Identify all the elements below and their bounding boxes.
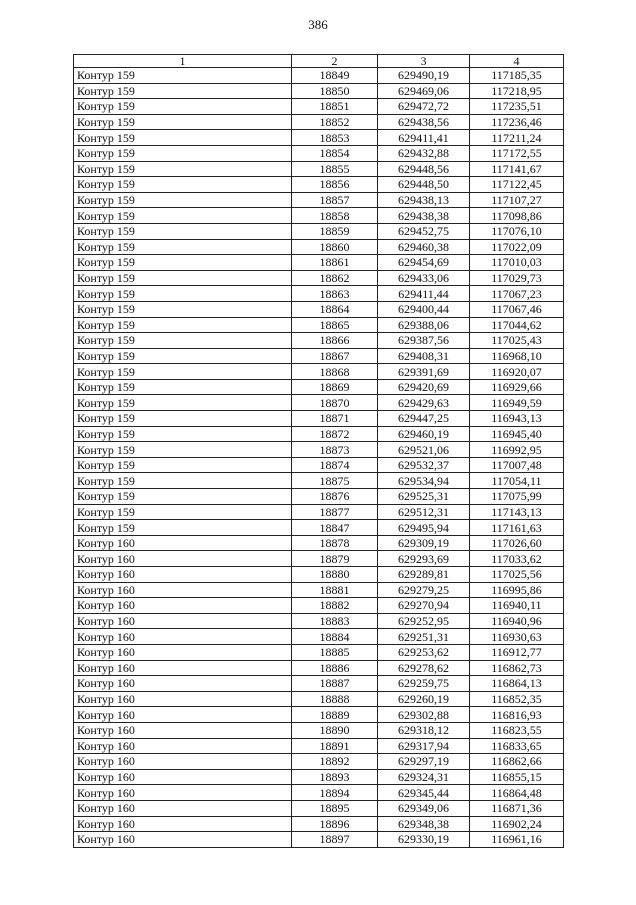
x-coordinate-cell: 629411,44 (378, 286, 470, 302)
point-number-cell: 18878 (292, 535, 378, 551)
y-coordinate-cell: 117025,56 (470, 567, 564, 583)
point-number-cell: 18897 (292, 832, 378, 848)
point-number-cell: 18850 (292, 83, 378, 99)
y-coordinate-cell: 116871,36 (470, 800, 564, 816)
x-coordinate-cell: 629512,31 (378, 504, 470, 520)
y-coordinate-cell: 116992,95 (470, 442, 564, 458)
point-number-cell: 18852 (292, 114, 378, 130)
y-coordinate-cell: 116949,59 (470, 395, 564, 411)
contour-name-cell: Контур 160 (74, 707, 292, 723)
table-row (74, 348, 564, 364)
x-coordinate-cell: 629400,44 (378, 301, 470, 317)
table-row (74, 177, 564, 193)
table-row (74, 364, 564, 380)
x-coordinate-cell: 629259,75 (378, 676, 470, 692)
contour-name-cell: Контур 159 (74, 255, 292, 271)
y-coordinate-cell: 117076,10 (470, 223, 564, 239)
x-coordinate-cell: 629448,56 (378, 161, 470, 177)
table-row (74, 317, 564, 333)
x-coordinate-cell: 629253,62 (378, 644, 470, 660)
y-coordinate-cell: 117054,11 (470, 473, 564, 489)
contour-name-cell: Контур 160 (74, 535, 292, 551)
point-number-cell: 18884 (292, 629, 378, 645)
contour-name-cell: Контур 159 (74, 223, 292, 239)
point-number-cell: 18880 (292, 567, 378, 583)
x-coordinate-cell: 629388,06 (378, 317, 470, 333)
point-number-cell: 18861 (292, 255, 378, 271)
y-coordinate-cell: 117172,55 (470, 145, 564, 161)
y-coordinate-cell: 117218,95 (470, 83, 564, 99)
y-coordinate-cell: 117211,24 (470, 130, 564, 146)
contour-name-cell: Контур 160 (74, 769, 292, 785)
table-row (74, 489, 564, 505)
point-number-cell: 18862 (292, 270, 378, 286)
contour-name-cell: Контур 160 (74, 598, 292, 614)
header-col-1: 1 (74, 55, 292, 68)
y-coordinate-cell: 116852,35 (470, 691, 564, 707)
contour-name-cell: Контур 160 (74, 832, 292, 848)
coordinates-table (73, 54, 564, 848)
y-coordinate-cell: 117026,60 (470, 535, 564, 551)
table-row (74, 800, 564, 816)
table-row (74, 567, 564, 583)
x-coordinate-cell: 629330,19 (378, 832, 470, 848)
header-row (74, 55, 564, 68)
y-coordinate-cell: 116912,77 (470, 644, 564, 660)
point-number-cell: 18870 (292, 395, 378, 411)
y-coordinate-cell: 117067,46 (470, 301, 564, 317)
x-coordinate-cell: 629408,31 (378, 348, 470, 364)
contour-name-cell: Контур 160 (74, 613, 292, 629)
x-coordinate-cell: 629252,95 (378, 613, 470, 629)
y-coordinate-cell: 116943,13 (470, 411, 564, 427)
y-coordinate-cell: 117107,27 (470, 192, 564, 208)
point-number-cell: 18874 (292, 457, 378, 473)
point-number-cell: 18885 (292, 644, 378, 660)
contour-name-cell: Контур 159 (74, 145, 292, 161)
header-col-3: 3 (378, 55, 470, 68)
y-coordinate-cell: 117010,03 (470, 255, 564, 271)
contour-name-cell: Контур 160 (74, 551, 292, 567)
x-coordinate-cell: 629495,94 (378, 520, 470, 536)
point-number-cell: 18886 (292, 660, 378, 676)
y-coordinate-cell: 116940,11 (470, 598, 564, 614)
table-row (74, 738, 564, 754)
x-coordinate-cell: 629309,19 (378, 535, 470, 551)
table-row (74, 161, 564, 177)
contour-name-cell: Контур 160 (74, 816, 292, 832)
table-row (74, 395, 564, 411)
x-coordinate-cell: 629278,62 (378, 660, 470, 676)
contour-name-cell: Контур 160 (74, 800, 292, 816)
table-row (74, 629, 564, 645)
point-number-cell: 18868 (292, 364, 378, 380)
table-row (74, 145, 564, 161)
contour-name-cell: Контур 159 (74, 99, 292, 115)
y-coordinate-cell: 117033,62 (470, 551, 564, 567)
x-coordinate-cell: 629289,81 (378, 567, 470, 583)
y-coordinate-cell: 116864,13 (470, 676, 564, 692)
table-row (74, 691, 564, 707)
header-col-4: 4 (470, 55, 564, 68)
table-row (74, 660, 564, 676)
point-number-cell: 18859 (292, 223, 378, 239)
point-number-cell: 18895 (292, 800, 378, 816)
y-coordinate-cell: 117029,73 (470, 270, 564, 286)
point-number-cell: 18888 (292, 691, 378, 707)
x-coordinate-cell: 629324,31 (378, 769, 470, 785)
point-number-cell: 18863 (292, 286, 378, 302)
table-row (74, 535, 564, 551)
table-row (74, 426, 564, 442)
contour-name-cell: Контур 159 (74, 239, 292, 255)
point-number-cell: 18877 (292, 504, 378, 520)
x-coordinate-cell: 629345,44 (378, 785, 470, 801)
contour-name-cell: Контур 160 (74, 629, 292, 645)
y-coordinate-cell: 117098,86 (470, 208, 564, 224)
x-coordinate-cell: 629438,56 (378, 114, 470, 130)
x-coordinate-cell: 629454,69 (378, 255, 470, 271)
point-number-cell: 18889 (292, 707, 378, 723)
x-coordinate-cell: 629318,12 (378, 722, 470, 738)
table-row (74, 707, 564, 723)
table-row (74, 613, 564, 629)
table-row (74, 239, 564, 255)
contour-name-cell: Контур 160 (74, 754, 292, 770)
y-coordinate-cell: 117067,23 (470, 286, 564, 302)
contour-name-cell: Контур 160 (74, 660, 292, 676)
table-row (74, 676, 564, 692)
x-coordinate-cell: 629391,69 (378, 364, 470, 380)
y-coordinate-cell: 116823,55 (470, 722, 564, 738)
table-row (74, 114, 564, 130)
table-row (74, 223, 564, 239)
y-coordinate-cell: 116833,65 (470, 738, 564, 754)
contour-name-cell: Контур 160 (74, 676, 292, 692)
point-number-cell: 18867 (292, 348, 378, 364)
x-coordinate-cell: 629490,19 (378, 68, 470, 84)
x-coordinate-cell: 629411,41 (378, 130, 470, 146)
y-coordinate-cell: 116940,96 (470, 613, 564, 629)
table-row (74, 832, 564, 848)
contour-name-cell: Контур 160 (74, 785, 292, 801)
y-coordinate-cell: 116862,66 (470, 754, 564, 770)
point-number-cell: 18855 (292, 161, 378, 177)
point-number-cell: 18847 (292, 520, 378, 536)
y-coordinate-cell: 116961,16 (470, 832, 564, 848)
point-number-cell: 18893 (292, 769, 378, 785)
y-coordinate-cell: 117235,51 (470, 99, 564, 115)
contour-name-cell: Контур 159 (74, 348, 292, 364)
point-number-cell: 18864 (292, 301, 378, 317)
x-coordinate-cell: 629317,94 (378, 738, 470, 754)
x-coordinate-cell: 629302,88 (378, 707, 470, 723)
point-number-cell: 18866 (292, 333, 378, 349)
y-coordinate-cell: 117044,62 (470, 317, 564, 333)
table-row (74, 68, 564, 84)
x-coordinate-cell: 629452,75 (378, 223, 470, 239)
table-row (74, 99, 564, 115)
contour-name-cell: Контур 160 (74, 644, 292, 660)
table-row (74, 208, 564, 224)
y-coordinate-cell: 116930,63 (470, 629, 564, 645)
table-row (74, 598, 564, 614)
table-row (74, 473, 564, 489)
contour-name-cell: Контур 159 (74, 208, 292, 224)
table-row (74, 442, 564, 458)
point-number-cell: 18896 (292, 816, 378, 832)
x-coordinate-cell: 629270,94 (378, 598, 470, 614)
point-number-cell: 18879 (292, 551, 378, 567)
table-row (74, 192, 564, 208)
table-row (74, 333, 564, 349)
y-coordinate-cell: 117122,45 (470, 177, 564, 193)
x-coordinate-cell: 629251,31 (378, 629, 470, 645)
point-number-cell: 18854 (292, 145, 378, 161)
y-coordinate-cell: 116864,48 (470, 785, 564, 801)
contour-name-cell: Контур 159 (74, 333, 292, 349)
x-coordinate-cell: 629260,19 (378, 691, 470, 707)
point-number-cell: 18856 (292, 177, 378, 193)
table-row (74, 504, 564, 520)
table-row (74, 816, 564, 832)
table-row (74, 520, 564, 536)
x-coordinate-cell: 629472,72 (378, 99, 470, 115)
point-number-cell: 18881 (292, 582, 378, 598)
x-coordinate-cell: 629532,37 (378, 457, 470, 473)
point-number-cell: 18857 (292, 192, 378, 208)
y-coordinate-cell: 116920,07 (470, 364, 564, 380)
table-row (74, 582, 564, 598)
contour-name-cell: Контур 159 (74, 68, 292, 84)
y-coordinate-cell: 117141,67 (470, 161, 564, 177)
x-coordinate-cell: 629279,25 (378, 582, 470, 598)
table-row (74, 255, 564, 271)
table-row (74, 644, 564, 660)
point-number-cell: 18860 (292, 239, 378, 255)
contour-name-cell: Контур 159 (74, 489, 292, 505)
contour-name-cell: Контур 159 (74, 130, 292, 146)
table-row (74, 769, 564, 785)
table-row (74, 785, 564, 801)
y-coordinate-cell: 117022,09 (470, 239, 564, 255)
point-number-cell: 18872 (292, 426, 378, 442)
contour-name-cell: Контур 159 (74, 161, 292, 177)
contour-name-cell: Контур 159 (74, 83, 292, 99)
point-number-cell: 18882 (292, 598, 378, 614)
y-coordinate-cell: 116902,24 (470, 816, 564, 832)
point-number-cell: 18873 (292, 442, 378, 458)
header-col-2: 2 (292, 55, 378, 68)
x-coordinate-cell: 629460,19 (378, 426, 470, 442)
y-coordinate-cell: 117185,35 (470, 68, 564, 84)
point-number-cell: 18858 (292, 208, 378, 224)
y-coordinate-cell: 117075,99 (470, 489, 564, 505)
contour-name-cell: Контур 159 (74, 114, 292, 130)
y-coordinate-cell: 116945,40 (470, 426, 564, 442)
x-coordinate-cell: 629348,38 (378, 816, 470, 832)
contour-name-cell: Контур 159 (74, 379, 292, 395)
contour-name-cell: Контур 159 (74, 473, 292, 489)
table-row (74, 722, 564, 738)
x-coordinate-cell: 629447,25 (378, 411, 470, 427)
y-coordinate-cell: 116968,10 (470, 348, 564, 364)
x-coordinate-cell: 629433,06 (378, 270, 470, 286)
y-coordinate-cell: 117007,48 (470, 457, 564, 473)
y-coordinate-cell: 116995,86 (470, 582, 564, 598)
point-number-cell: 18875 (292, 473, 378, 489)
point-number-cell: 18883 (292, 613, 378, 629)
x-coordinate-cell: 629387,56 (378, 333, 470, 349)
y-coordinate-cell: 117161,63 (470, 520, 564, 536)
point-number-cell: 18871 (292, 411, 378, 427)
contour-name-cell: Контур 160 (74, 738, 292, 754)
x-coordinate-cell: 629460,38 (378, 239, 470, 255)
x-coordinate-cell: 629297,19 (378, 754, 470, 770)
x-coordinate-cell: 629534,94 (378, 473, 470, 489)
x-coordinate-cell: 629432,88 (378, 145, 470, 161)
contour-name-cell: Контур 159 (74, 286, 292, 302)
x-coordinate-cell: 629521,06 (378, 442, 470, 458)
table-row (74, 457, 564, 473)
point-number-cell: 18851 (292, 99, 378, 115)
page-number: 386 (308, 17, 328, 32)
contour-name-cell: Контур 159 (74, 411, 292, 427)
y-coordinate-cell: 116862,73 (470, 660, 564, 676)
point-number-cell: 18869 (292, 379, 378, 395)
contour-name-cell: Контур 160 (74, 582, 292, 598)
contour-name-cell: Контур 159 (74, 301, 292, 317)
point-number-cell: 18849 (292, 68, 378, 84)
x-coordinate-cell: 629293,69 (378, 551, 470, 567)
y-coordinate-cell: 117143,13 (470, 504, 564, 520)
x-coordinate-cell: 629429,63 (378, 395, 470, 411)
point-number-cell: 18890 (292, 722, 378, 738)
table-row (74, 754, 564, 770)
x-coordinate-cell: 629469,06 (378, 83, 470, 99)
y-coordinate-cell: 116816,93 (470, 707, 564, 723)
y-coordinate-cell: 116929,66 (470, 379, 564, 395)
x-coordinate-cell: 629448,50 (378, 177, 470, 193)
table-row (74, 551, 564, 567)
point-number-cell: 18876 (292, 489, 378, 505)
table-row (74, 286, 564, 302)
contour-name-cell: Контур 159 (74, 270, 292, 286)
contour-name-cell: Контур 159 (74, 442, 292, 458)
y-coordinate-cell: 117236,46 (470, 114, 564, 130)
point-number-cell: 18887 (292, 676, 378, 692)
y-coordinate-cell: 117025,43 (470, 333, 564, 349)
point-number-cell: 18865 (292, 317, 378, 333)
contour-name-cell: Контур 159 (74, 177, 292, 193)
x-coordinate-cell: 629349,06 (378, 800, 470, 816)
point-number-cell: 18892 (292, 754, 378, 770)
x-coordinate-cell: 629438,38 (378, 208, 470, 224)
y-coordinate-cell: 116855,15 (470, 769, 564, 785)
table-row (74, 270, 564, 286)
x-coordinate-cell: 629525,31 (378, 489, 470, 505)
x-coordinate-cell: 629420,69 (378, 379, 470, 395)
contour-name-cell: Контур 159 (74, 504, 292, 520)
contour-name-cell: Контур 160 (74, 691, 292, 707)
table-header (74, 55, 564, 68)
point-number-cell: 18894 (292, 785, 378, 801)
table-body (74, 68, 564, 848)
contour-name-cell: Контур 160 (74, 567, 292, 583)
contour-name-cell: Контур 159 (74, 192, 292, 208)
table-row (74, 301, 564, 317)
x-coordinate-cell: 629438,13 (378, 192, 470, 208)
contour-name-cell: Контур 159 (74, 317, 292, 333)
contour-name-cell: Контур 160 (74, 722, 292, 738)
table-row (74, 83, 564, 99)
table-row (74, 411, 564, 427)
contour-name-cell: Контур 159 (74, 520, 292, 536)
contour-name-cell: Контур 159 (74, 457, 292, 473)
contour-name-cell: Контур 159 (74, 395, 292, 411)
table-row (74, 379, 564, 395)
contour-name-cell: Контур 159 (74, 426, 292, 442)
contour-name-cell: Контур 159 (74, 364, 292, 380)
point-number-cell: 18891 (292, 738, 378, 754)
table-row (74, 130, 564, 146)
point-number-cell: 18853 (292, 130, 378, 146)
